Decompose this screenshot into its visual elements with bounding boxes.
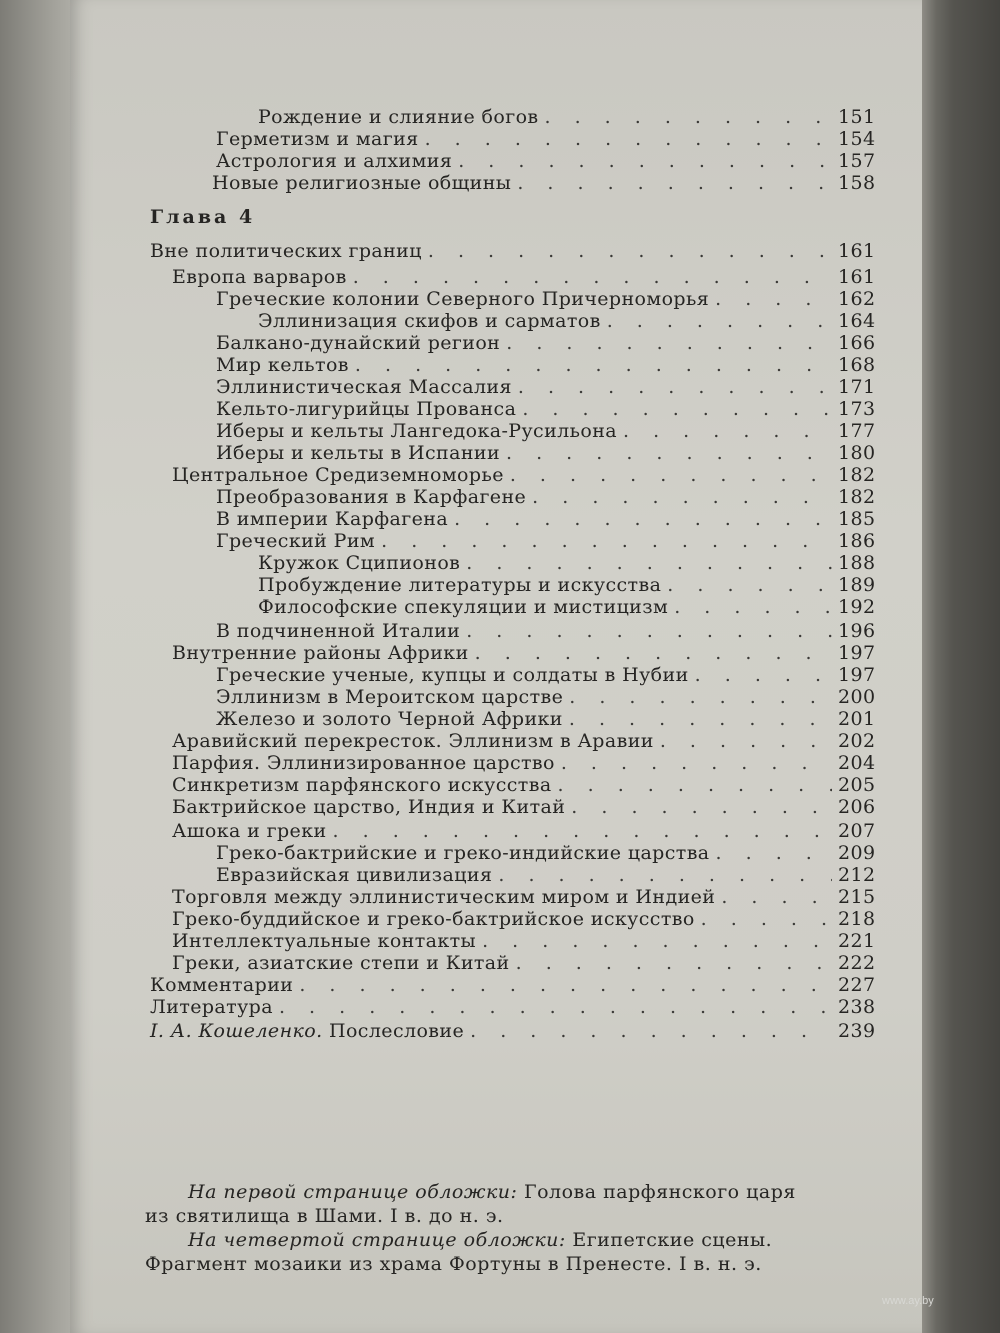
toc-entry-title: Кельто-лигурийцы Прованса	[216, 398, 517, 420]
toc-entry-page: 161	[838, 266, 876, 288]
toc-entry-title: Мир кельтов	[216, 354, 349, 376]
toc-entry-page: 177	[838, 420, 876, 442]
toc-entry	[258, 574, 874, 596]
toc-entry	[216, 376, 874, 398]
toc-entry	[172, 774, 874, 796]
dot-leader	[715, 288, 832, 310]
toc-entry-title: Греко-буддийское и греко-бактрийское искусство	[172, 908, 695, 930]
toc-entry-page: 205	[838, 774, 876, 796]
dot-leader	[506, 332, 832, 354]
dot-leader	[716, 842, 832, 864]
toc-entry-title: Греческие ученые, купцы и солдаты в Нубии	[216, 664, 689, 686]
toc-entry-title: Интеллектуальные контакты	[172, 930, 477, 952]
toc-entry-page: 166	[838, 332, 876, 354]
toc-entry	[216, 442, 874, 464]
toc-entry-afterword	[150, 1020, 874, 1042]
dot-leader	[571, 796, 832, 818]
toc-entry	[172, 730, 874, 752]
toc-entry-page: 168	[838, 354, 876, 376]
toc-entry-title: Комментарии	[150, 974, 294, 996]
cover-note-first-text: Голова парфянского царя	[524, 1181, 796, 1203]
dot-leader	[607, 310, 832, 332]
cover-note-fourth-label: На четвертой странице обложки:	[188, 1229, 566, 1251]
toc-entry	[216, 486, 874, 508]
toc-entry	[172, 642, 874, 664]
toc-entry-page: 173	[838, 398, 876, 420]
dot-leader	[674, 596, 832, 618]
dot-leader	[516, 952, 832, 974]
toc-entry-title: Ашока и греки	[172, 820, 327, 842]
toc-entry-page: 207	[838, 820, 876, 842]
dot-leader	[695, 664, 832, 686]
toc-entry-title: Синкретизм парфянского искусства	[172, 774, 552, 796]
toc-entry-page: 182	[838, 464, 876, 486]
dot-leader	[475, 642, 832, 664]
toc-entry	[172, 930, 874, 952]
afterword-author: I. А. Кошеленко.	[150, 1020, 323, 1042]
toc-entry	[216, 128, 874, 150]
toc-entry-title: Герметизм и магия	[216, 128, 419, 150]
toc-entry-title: В подчиненной Италии	[216, 620, 461, 642]
dot-leader	[569, 708, 832, 730]
toc-entry	[258, 552, 874, 574]
toc-entry-title: Внутренние районы Африки	[172, 642, 469, 664]
toc-entry	[172, 752, 874, 774]
toc-entry-page: 164	[838, 310, 876, 332]
toc-entry-title: Вне политических границ	[150, 240, 422, 262]
cover-note-first-text-2: из святилища в Шами. I в. до н. э.	[145, 1205, 504, 1227]
toc-entry-title: Философские спекуляции и мистицизм	[258, 596, 669, 618]
dot-leader	[510, 464, 832, 486]
dot-leader	[532, 486, 832, 508]
toc-entry	[150, 974, 874, 996]
toc-entry	[172, 464, 874, 486]
toc-entry-page: 162	[838, 288, 876, 310]
toc-entry-page: 188	[838, 552, 876, 574]
dot-leader	[333, 820, 832, 842]
dot-leader	[506, 442, 832, 464]
toc-entry-title: Торговля между эллинистическим миром и Индией	[172, 886, 716, 908]
dot-leader	[381, 530, 832, 552]
toc-entry-title: Европа варваров	[172, 266, 347, 288]
toc-entry	[216, 354, 874, 376]
toc-entry-title: Греки, азиатские степи и Китай	[172, 952, 510, 974]
dot-leader	[355, 354, 832, 376]
toc-entry	[258, 106, 874, 128]
toc-entry-page: 215	[838, 886, 876, 908]
dot-leader	[458, 150, 832, 172]
toc-entry-page: 201	[838, 708, 876, 730]
toc-entry-page: 161	[838, 240, 876, 262]
afterword-title: Послесловие	[328, 1020, 465, 1042]
dot-leader	[623, 420, 832, 442]
cover-note-first	[145, 1180, 845, 1228]
cover-note-fourth-text: Египетские сцены.	[572, 1229, 773, 1251]
dot-leader	[299, 974, 832, 996]
toc-entry	[150, 240, 874, 262]
toc-entry-title: Балкано-дунайский регион	[216, 332, 501, 354]
dot-leader	[667, 574, 832, 596]
toc-entry-page: 192	[838, 596, 876, 618]
cover-note-fourth	[145, 1228, 845, 1276]
toc-entry-title: Парфия. Эллинизированное царство	[172, 752, 555, 774]
dot-leader	[721, 886, 832, 908]
toc-entry	[172, 908, 874, 930]
afterword-page: 239	[838, 1020, 876, 1042]
toc-entry-title: Пробуждение литературы и искусства	[258, 574, 662, 596]
toc-entry-page: 196	[838, 620, 876, 642]
dot-leader	[545, 106, 833, 128]
toc-entry-page: 202	[838, 730, 876, 752]
toc-entry-page: 189	[838, 574, 876, 596]
toc-entry-page: 227	[838, 974, 876, 996]
toc-entry-page: 209	[838, 842, 876, 864]
toc-entry-title: Евразийская цивилизация	[216, 864, 493, 886]
toc-entry	[172, 886, 874, 908]
toc-entry	[216, 864, 874, 886]
dot-leader	[470, 1020, 832, 1042]
toc-entry	[172, 796, 874, 818]
toc-entry	[216, 420, 874, 442]
toc-entry	[216, 620, 874, 642]
toc-entry-page: 218	[838, 908, 876, 930]
toc-entry	[216, 686, 874, 708]
toc-entry-page: 221	[838, 930, 876, 952]
toc-entry	[216, 332, 874, 354]
toc-entry-page: 171	[838, 376, 876, 398]
toc-entry-page: 197	[838, 642, 876, 664]
toc-entry-title: Железо и золото Черной Африки	[216, 708, 563, 730]
toc-entry-page: 157	[838, 150, 876, 172]
toc-entry	[172, 952, 874, 974]
cover-note-fourth-text-2: Фрагмент мозаики из храма Фортуны в Пренесте. I в. н. э.	[145, 1253, 762, 1275]
cover-note-first-label: На первой странице обложки:	[188, 1181, 518, 1203]
dot-leader	[522, 398, 832, 420]
toc-entry-title: Рождение и слияние богов	[258, 106, 539, 128]
toc-entry-page: 206	[838, 796, 876, 818]
toc-entry-title: Аравийский перекресток. Эллинизм в Аравии	[172, 730, 654, 752]
toc-entry-page: 154	[838, 128, 876, 150]
dot-leader	[558, 774, 832, 796]
toc-entry-title: Эллинизация скифов и сарматов	[258, 310, 601, 332]
toc-entry	[216, 664, 874, 686]
toc-entry-title: В империи Карфагена	[216, 508, 449, 530]
toc-entry	[172, 266, 874, 288]
dot-leader	[454, 508, 832, 530]
dot-leader	[466, 552, 832, 574]
dot-leader	[425, 128, 832, 150]
toc-entry-page: 151	[838, 106, 876, 128]
toc-entry-title: Литература	[150, 996, 273, 1018]
toc-entry-title: Новые религиозные общины	[212, 172, 512, 194]
toc-entry-title: Преобразования в Карфагене	[216, 486, 527, 508]
toc-entry-title: Иберы и кельты Лангедока-Русильона	[216, 420, 618, 442]
dot-leader	[561, 752, 832, 774]
toc-entry-title: Греческий Рим	[216, 530, 376, 552]
toc-entry	[216, 508, 874, 530]
toc-entry-title: Греческие колонии Северного Причерноморья	[216, 288, 710, 310]
toc-entry-title: Эллинизм в Мероитском царстве	[216, 686, 564, 708]
toc-entry	[212, 172, 874, 194]
toc-entry	[216, 842, 874, 864]
dot-leader	[701, 908, 832, 930]
toc-entry-page: 200	[838, 686, 876, 708]
dot-leader	[660, 730, 832, 752]
toc-entry	[150, 996, 874, 1018]
toc-entry-page: 186	[838, 530, 876, 552]
toc-entry-page: 197	[838, 664, 876, 686]
toc-entry-title: Эллинистическая Массалия	[216, 376, 512, 398]
toc-entry-title: Астрология и алхимия	[216, 150, 453, 172]
toc-entry-title: Иберы и кельты в Испании	[216, 442, 501, 464]
dot-leader	[569, 686, 832, 708]
toc-entry-page: 212	[838, 864, 876, 886]
toc-entry	[216, 530, 874, 552]
toc-entry	[258, 596, 874, 618]
dot-leader	[498, 864, 832, 886]
toc-entry-page: 185	[838, 508, 876, 530]
dot-leader	[482, 930, 832, 952]
toc-entry-page: 238	[838, 996, 876, 1018]
toc-entry	[216, 150, 874, 172]
toc-entry-title: Кружок Сципионов	[258, 552, 461, 574]
toc-entry	[216, 708, 874, 730]
toc-entry	[172, 820, 874, 842]
toc-entry-page: 158	[838, 172, 876, 194]
dot-leader	[279, 996, 832, 1018]
dot-leader	[466, 620, 832, 642]
toc-entry-title: Центральное Средиземноморье	[172, 464, 504, 486]
toc-entry	[216, 288, 874, 310]
dot-leader	[353, 266, 832, 288]
toc-entry	[216, 398, 874, 420]
toc-entry-title: Греко-бактрийские и греко-индийские царства	[216, 842, 710, 864]
watermark: www.ay.by	[882, 1295, 934, 1307]
toc-entry-title: Бактрийское царство, Индия и Китай	[172, 796, 566, 818]
toc-entry-page: 180	[838, 442, 876, 464]
dot-leader	[517, 172, 832, 194]
toc-entry	[258, 310, 874, 332]
toc-entry-page: 182	[838, 486, 876, 508]
toc-entry-page: 222	[838, 952, 876, 974]
dot-leader	[518, 376, 832, 398]
toc-entry-page: 204	[838, 752, 876, 774]
chapter-heading: Глава 4	[150, 206, 256, 228]
dot-leader	[428, 240, 832, 262]
